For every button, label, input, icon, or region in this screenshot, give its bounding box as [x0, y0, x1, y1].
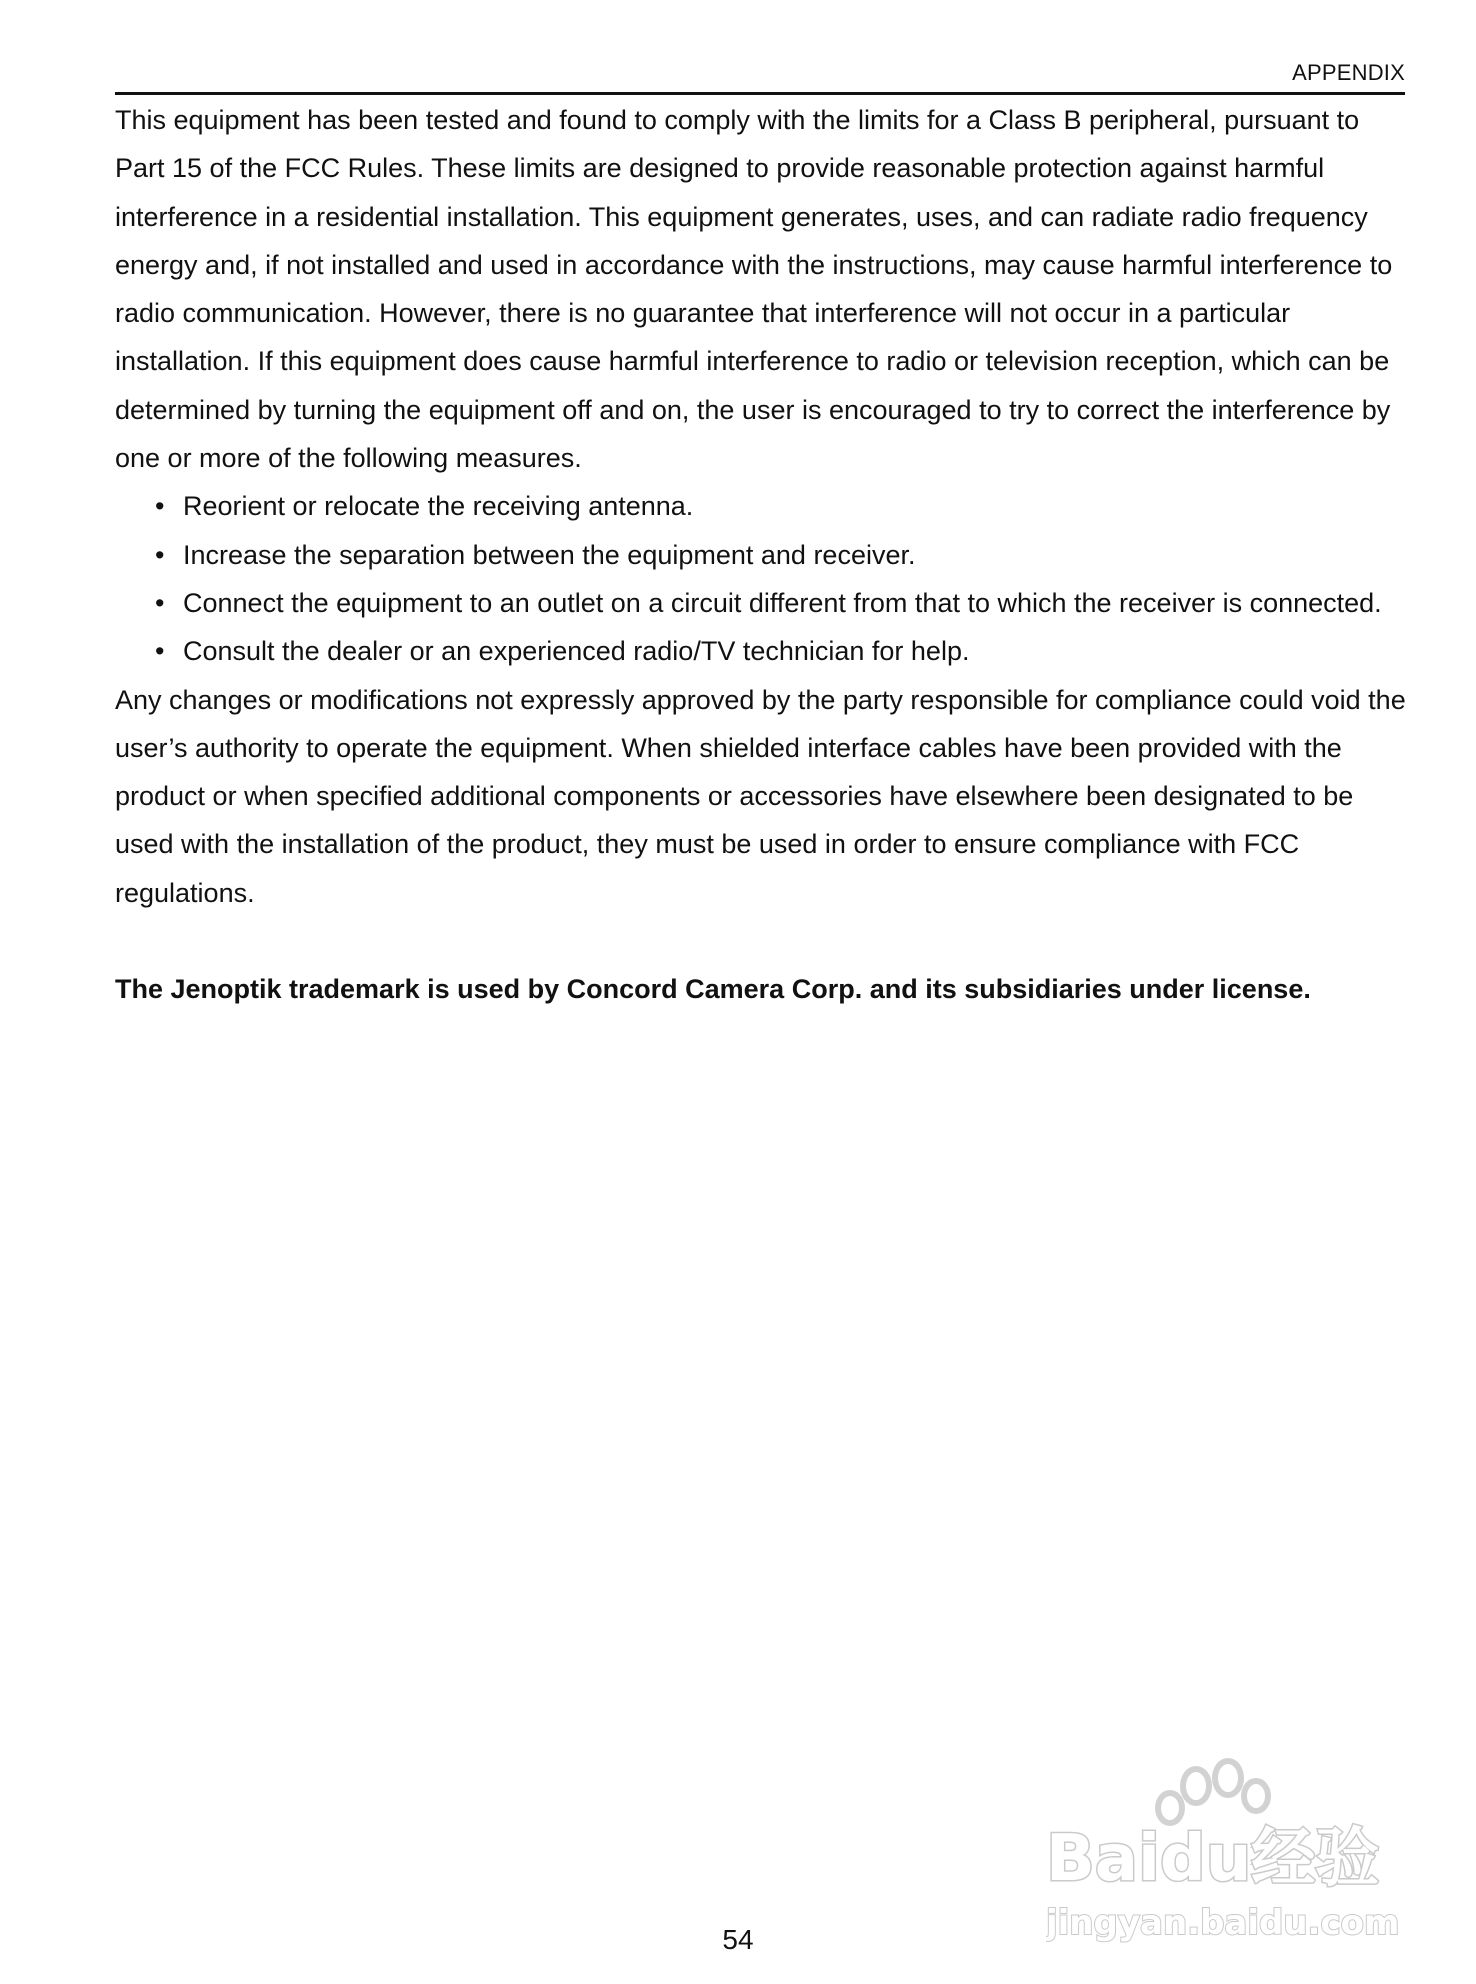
measures-list: [115, 482, 1415, 675]
fcc-compliance-paragraph: This equipment has been tested and found to comply with the limits for a Class B peripheral, pursuant to Part 15 of the FCC Rules. These limits are designed to provide reasonable protection against harmful interference in a residential installation. This equipment generates, uses, and can radiate radio frequency energy and, if not installed and used in accordance with the instructions, may cause harmful interference to radio communication. However, there is no guarantee that interference will not occur in a particular installation. If this equipment does cause harmful interference to radio or television reception, which can be determined by turning the equipment off and on, the user is encouraged to try to correct the interference by one or more of the following measures.: [115, 105, 1393, 474]
watermark-brand-text: Baidu经验: [1046, 1822, 1380, 1896]
trademark-notice: The Jenoptik trademark is used by Concord Camera Corp. and its subsidiaries under license.: [115, 974, 1311, 1005]
bullet-icon: •: [155, 491, 165, 522]
list-item: [115, 579, 1403, 627]
document-body: [115, 96, 1415, 1013]
list-item-text: Reorient or relocate the receiving antenna.: [183, 491, 694, 522]
paw-icon: [1158, 1761, 1268, 1823]
list-item-text: Connect the equipment to an outlet on a circuit different from that to which the receiver is connected.: [183, 587, 1382, 618]
list-item: [115, 531, 1403, 579]
list-item-text: Consult the dealer or an experienced radio/TV technician for help.: [183, 636, 970, 667]
modifications-paragraph: Any changes or modifications not expressly approved by the party responsible for compliance could void the user’s authority to operate the equipment. When shielded interface cables have been provided with the product or when specified additional components or accessories have elsewhere been designated to be used with the installation of the product, they must be used in order to ensure compliance with FCC regulations.: [115, 684, 1406, 908]
section-label: APPENDIX: [1292, 60, 1405, 85]
list-item: [115, 627, 1403, 675]
watermark-url-text: jingyan.baidu.com: [1046, 1903, 1400, 1943]
bullet-icon: •: [155, 539, 165, 570]
page-header: [115, 58, 1405, 95]
list-item: [115, 482, 1403, 530]
page-number: 54: [722, 1924, 754, 1955]
bullet-icon: •: [155, 636, 165, 667]
list-item-text: Increase the separation between the equipment and receiver.: [183, 539, 916, 570]
bullet-icon: •: [155, 587, 165, 618]
baidu-watermark-logo: [1046, 1756, 1402, 1946]
